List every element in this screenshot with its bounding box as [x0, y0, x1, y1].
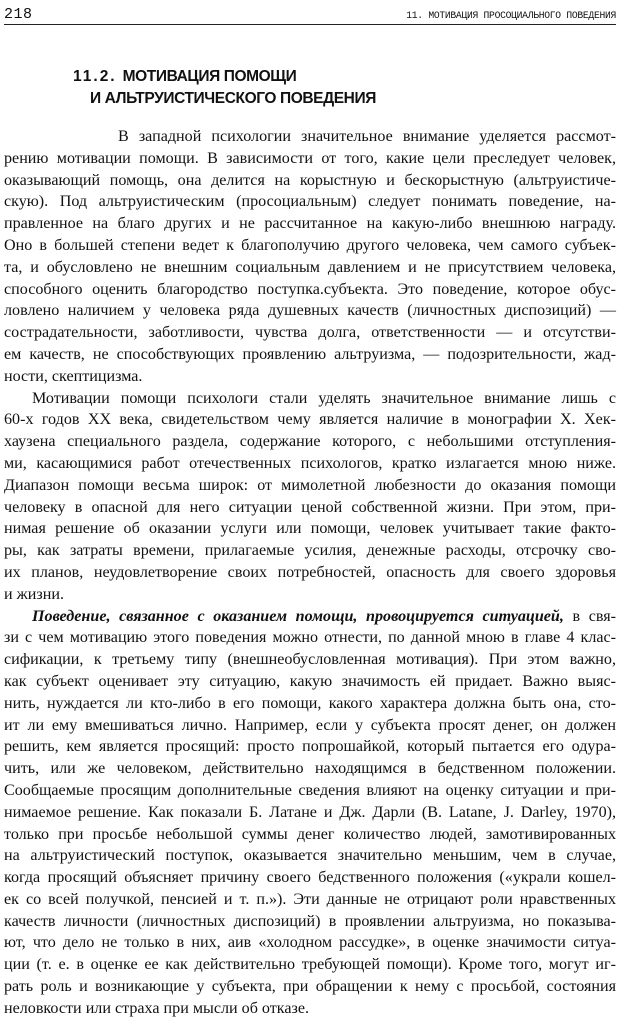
text-line: Сообщаемые просящим дополнительные сведения влияют на оценку ситуации и при- — [4, 781, 616, 799]
running-title: 11. МОТИВАЦИЯ ПРОСОЦИАЛЬНОГО ПОВЕДЕНИЯ — [406, 10, 616, 22]
text-line: оказывающий помощь, она делится на корыстную и бескорыстную (альтруистиче- — [4, 171, 616, 189]
text-line: ловлено наличием у человека ряда душевных качеств (личностных диспозиций) — — [4, 302, 616, 320]
text-line: как субъект оценивает эту ситуацию, какую значимость ей придает. Важно выяс- — [4, 672, 616, 690]
section-heading — [73, 66, 376, 110]
text-line: хаузена специального раздела, содержание которого, с небольшими отступления- — [4, 433, 616, 451]
text-line: правленное на благо других и не рассчитанное на какую-либо внешнюю награду. — [4, 215, 616, 233]
text-line: ем качеств, не способствующих проявлению альтруизма, — подозрительности, жад- — [4, 345, 616, 363]
text-line: та, и обусловлено не внешним социальным давлением и не присутствием человека, — [4, 258, 616, 276]
text-line: неловкости или страха при мысли об отказе. — [4, 999, 310, 1017]
paragraph-2 — [4, 388, 616, 606]
text-line: рать роль и возникающие у субъекта, при обращении к нему с просьбой, состояния — [4, 978, 616, 996]
text-line: ности, скептицизма. — [4, 367, 143, 385]
text-line: Диапазон помощи весьма широк: от мимолетной любезности до оказания помощи — [4, 476, 616, 494]
text-line: человеку в опасной для него ситуации ценой собственной жизни. При этом, при- — [4, 498, 616, 516]
page-number: 218 — [4, 6, 33, 23]
text-run: в свя- — [563, 607, 616, 625]
text-line: качеств личности (личностных диспозиций) в проявлении альтруизма, но показыва- — [4, 912, 616, 930]
section-title-line1: МОТИВАЦИЯ ПОМОЩИ — [122, 68, 297, 85]
text-line: нить, нуждается ли кто-либо в его помощи, какого характера должна быть она, сто- — [4, 694, 616, 712]
text-line: ют, что дело не только в них, аив «холодном рассудке», в оценке значимости ситуа- — [4, 934, 616, 952]
text-line: ции (т. е. в оценке ее как действительно требующей помощи). Кроме того, могут иг- — [4, 956, 616, 974]
text-line: на альтруистический поступок, оказывается значительно меньшим, чем в случае, — [4, 847, 616, 865]
text-line: Оно в большей степени ведет к благополучию другого человека, чем самого субъек- — [4, 236, 616, 254]
text-line: способного оценить благородство поступка.субъекта. Это поведение, которое обус- — [4, 280, 616, 298]
text-line: нимая решение об оказании услуги или помощи, человек учитывает такие факто- — [4, 520, 616, 538]
emphasis-text: Поведение, связанное с оказанием помощи, провоцируется ситуацией, — [32, 607, 564, 625]
text-line: ры, как затраты времени, прилагаемые усилия, денежные расходы, отсрочку сво- — [4, 542, 616, 560]
text-line: когда просящий объясняет причину своего бедственного положения («украли кошел- — [4, 869, 616, 887]
paragraph-1 — [4, 126, 616, 388]
text-line: зи с чем мотивацию этого поведения можно отнести, по данной мною в главе 4 клас- — [4, 629, 616, 647]
text-line: только при просьбе небольшой суммы денег количество людей, замотивированных — [4, 825, 616, 843]
text-line: чить, или же человеком, действительно находящимся в бедственном положении. — [4, 760, 616, 778]
text-line — [4, 606, 616, 628]
text-line: ек со всей получкой, пенсией и т. п.»). Эти данные не отрицают роли нравственных — [4, 890, 616, 908]
text-line: ит ли ему вмешиваться лично. Например, если у субъекта просят денег, он должен — [4, 716, 616, 734]
section-title-line2: И АЛЬТРУИСТИЧЕСКОГО ПОВЕДЕНИЯ — [90, 90, 376, 107]
text-line: скую). Под альтруистическим (просоциальным) следует понимать поведение, на- — [4, 193, 616, 211]
text-line: нимаемое решение. Как показали Б. Латане и Дж. Дарли (В. Latane, J. Darley, 1970), — [4, 803, 616, 821]
text-line: рению мотивации помощи. В зависимости от того, какие цели преследует человек, — [4, 149, 616, 167]
text-line: 60-х годов XX века, свидетельством чему является наличие в монографии X. Хек- — [4, 411, 616, 429]
text-line: Мотивации помощи психологи стали уделять значительное внимание лишь с — [32, 389, 616, 407]
section-number: 11.2. — [73, 68, 117, 85]
text-line: ми, касающимися работ отечественных психологов, кратко излагается мною ниже. — [4, 454, 616, 472]
text-line: и жизни. — [4, 585, 64, 603]
text-line: В западной психологии значительное внимание уделяется рассмот- — [118, 128, 616, 145]
body-text — [4, 126, 616, 1020]
text-line: сификации, к третьему типу (внешнеобусловленная мотивация). При этом важно, — [4, 651, 616, 669]
text-line: их планов, неудовлетворение своих потребностей, опасность для своего здоровья — [4, 563, 616, 581]
paragraph-3 — [4, 606, 616, 1020]
text-line: сострадательности, заботливости, чувства долга, ответственности — и отсутстви- — [4, 324, 616, 342]
running-header — [4, 2, 616, 25]
text-line: решить, кем является просящий: просто попрошайкой, который пытается его одура- — [4, 738, 616, 756]
